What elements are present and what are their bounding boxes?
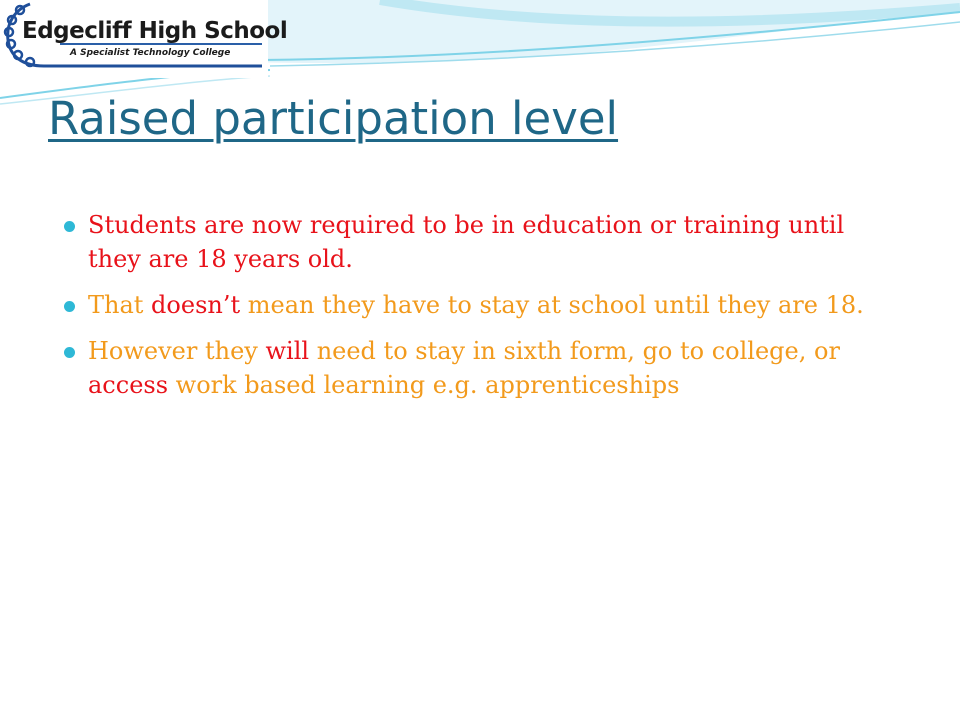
bullet-item	[62, 334, 882, 402]
bullet-text: That	[88, 291, 152, 319]
bullet-text: However they	[88, 337, 266, 365]
bullet-text: mean they have to stay at school until they are 18.	[240, 291, 864, 319]
bullet-text: need to stay in sixth form, go to college, or	[309, 337, 840, 365]
bullet-list	[62, 208, 882, 414]
bullet-text: work based learning e.g. apprenticeships	[168, 371, 680, 399]
bullet-dot-icon	[64, 347, 75, 358]
bullet-dot-icon	[64, 221, 75, 232]
bullet-item	[62, 208, 882, 276]
bullet-text: Students are now required to be in education or training until they are 18 years old.	[88, 211, 845, 273]
logo-subtitle: A Specialist Technology College	[70, 48, 231, 58]
bullet-item	[62, 288, 882, 322]
bullet-text-emphasis: access	[88, 371, 169, 399]
bullet-text-emphasis: doesn’t	[151, 291, 241, 319]
bullet-dot-icon	[64, 301, 75, 312]
bullet-text-emphasis: will	[265, 337, 310, 365]
slide-title: Raised participation level	[48, 92, 619, 145]
logo-school-name: Edgecliff High School	[22, 18, 288, 44]
school-logo	[0, 0, 288, 78]
